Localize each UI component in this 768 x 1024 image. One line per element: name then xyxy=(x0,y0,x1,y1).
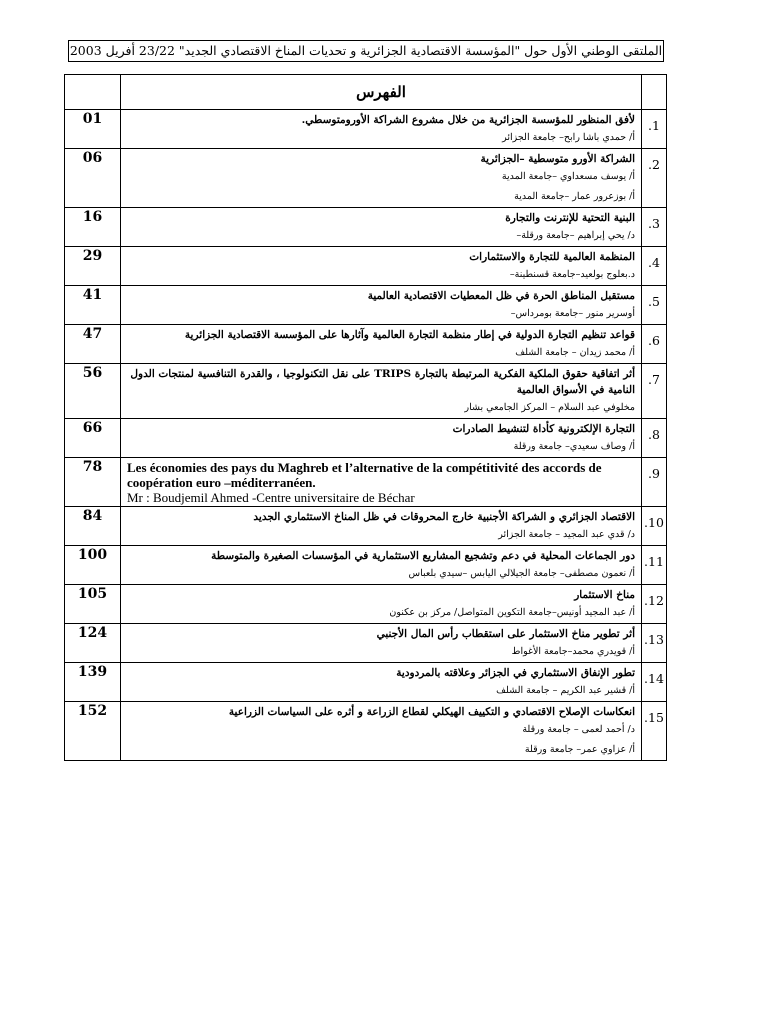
entry-number: 15. xyxy=(642,702,667,761)
toc-title: الفهرس xyxy=(121,75,642,110)
table-row xyxy=(65,458,667,507)
table-row xyxy=(65,286,667,325)
entry-title: تطور الإنفاق الاستثماري في الجزائر وعلاقته بالمردودية xyxy=(396,667,635,679)
entry-content xyxy=(121,364,642,419)
entry-content xyxy=(121,419,642,458)
page-number: 66 xyxy=(65,419,121,458)
entry-title: أثر تطوير مناخ الاستثمار على استقطاب رأس المال الأجنبي xyxy=(376,628,635,640)
page-number: 06 xyxy=(65,149,121,208)
page-number: 41 xyxy=(65,286,121,325)
document-header: الملتقى الوطني الأول حول "المؤسسة الاقتصادية الجزائرية و تحديات المناخ الاقتصادي الجديد" 23/22 أفريل 2003 xyxy=(68,40,664,62)
table-row xyxy=(65,325,667,364)
page-number: 47 xyxy=(65,325,121,364)
page-number: 124 xyxy=(65,624,121,663)
entry-title: الاقتصاد الجزائري و الشراكة الأجنبية خارج المحروقات في ظل المناخ الاستثماري الجديد xyxy=(253,511,635,523)
entry-content xyxy=(121,702,642,761)
entry-content xyxy=(121,286,642,325)
entry-author: أ/ قويدري محمد–جامعة الأغواط xyxy=(511,646,635,657)
empty-page-cell xyxy=(65,75,121,110)
page-number: 105 xyxy=(65,585,121,624)
entry-number: 3. xyxy=(642,208,667,247)
table-row xyxy=(65,507,667,546)
entry-title: انعكاسات الإصلاح الاقتصادي و التكييف الهيكلي لقطاع الزراعة و أثره على السياسات الزراعية xyxy=(228,706,635,718)
table-row xyxy=(65,110,667,149)
entry-author: مخلوفي عبد السلام – المركز الجامعي بشار xyxy=(464,402,635,413)
entry-title: الشراكة الأورو متوسطية –الجزائرية xyxy=(480,153,635,165)
page-number: 84 xyxy=(65,507,121,546)
entry-content xyxy=(121,546,642,585)
entry-author: د.بعلوج بولعيد–جامعة قسنطينة– xyxy=(509,269,635,280)
entry-author: أ/ قشير عبد الكريم – جامعة الشلف xyxy=(496,685,635,696)
page-number: 16 xyxy=(65,208,121,247)
entry-content xyxy=(121,624,642,663)
entry-title: دور الجماعات المحلية في دعم وتشجيع المشاريع الاستثمارية في المؤسسات الصغيرة والمتوسطة xyxy=(211,550,635,562)
entry-content xyxy=(121,149,642,208)
page-number: 56 xyxy=(65,364,121,419)
entry-title: التجارة الإلكترونية كأداة لتنشيط الصادرات xyxy=(452,423,635,435)
entry-content xyxy=(121,247,642,286)
page-number: 100 xyxy=(65,546,121,585)
entry-author: Mr : Boudjemil Ahmed -Centre universitaire de Béchar xyxy=(127,490,415,505)
entry-author: أ/ عزاوي عمر– جامعة ورقلة xyxy=(524,744,635,755)
entry-title: قواعد تنظيم التجارة الدولية في إطار منظمة التجارة العالمية وآثارها على المؤسسة الاقتصادية الجزائرية xyxy=(184,329,635,341)
table-row xyxy=(65,149,667,208)
entry-content xyxy=(121,325,642,364)
entry-author: أوسرير منور –جامعة بومرداس– xyxy=(510,308,635,319)
table-row xyxy=(65,419,667,458)
entry-number: 5. xyxy=(642,286,667,325)
entry-number: 14. xyxy=(642,663,667,702)
entry-content xyxy=(121,585,642,624)
entry-title: مستقبل المناطق الحرة في ظل المعطيات الاقتصادية العالمية xyxy=(367,290,635,302)
page-number: 139 xyxy=(65,663,121,702)
entry-number: 6. xyxy=(642,325,667,364)
table-row xyxy=(65,208,667,247)
entry-content xyxy=(121,663,642,702)
table-row xyxy=(65,663,667,702)
entry-author: أ/ عبد المجيد أونيس–جامعة التكوين المتواصل/ مركز بن عكنون xyxy=(389,607,635,618)
entry-title: مناخ الاستثمار xyxy=(574,589,635,601)
table-row xyxy=(65,364,667,419)
entry-number: 10. xyxy=(642,507,667,546)
entry-author: أ/ بوزعرور عمار –جامعة المدية xyxy=(514,191,635,202)
entry-content xyxy=(121,507,642,546)
table-row xyxy=(65,702,667,761)
toc-title-row xyxy=(65,75,667,110)
table-row xyxy=(65,624,667,663)
entry-content xyxy=(121,110,642,149)
table-row xyxy=(65,585,667,624)
entry-author: أ/ يوسف مسعداوي –جامعة المدية xyxy=(501,171,635,182)
entry-author: أ/ نعمون مصطفى– جامعة الجيلالي اليابس –سيدي بلعباس xyxy=(408,568,635,579)
entry-author: أ/ حمدي باشا رابح– جامعة الجزائر xyxy=(502,132,635,143)
entry-content xyxy=(121,208,642,247)
entry-author: د/ يحي إبراهيم –جامعة ورقلة– xyxy=(516,230,635,241)
table-row xyxy=(65,546,667,585)
page-number: 152 xyxy=(65,702,121,761)
entry-author: أ/ وصاف سعيدي– جامعة ورقلة xyxy=(513,441,635,452)
entry-number: 2. xyxy=(642,149,667,208)
entry-title: Les économies des pays du Maghreb et l’alternative de la compétitivité des accords de coopération euro –méditerranéen. xyxy=(127,460,602,490)
entry-number: 4. xyxy=(642,247,667,286)
entry-number: 1. xyxy=(642,110,667,149)
entry-title: المنظمة العالمية للتجارة والاستثمارات xyxy=(469,251,635,263)
page-number: 01 xyxy=(65,110,121,149)
entry-content xyxy=(121,458,642,507)
entry-title: أثر اتفاقية حقوق الملكية الفكرية المرتبطة بالتجارة TRIPS على نقل التكنولوجيا ، والقدرة التنافسية لمنتجات الدول النامية في الأسواق العالمية xyxy=(130,368,635,396)
table-of-contents xyxy=(64,74,667,761)
entry-number: 7. xyxy=(642,364,667,419)
entry-author: د/ قدي عبد المجيد – جامعة الجزائر xyxy=(498,529,635,540)
empty-num-cell xyxy=(642,75,667,110)
page-number: 29 xyxy=(65,247,121,286)
table-row xyxy=(65,247,667,286)
entry-number: 11. xyxy=(642,546,667,585)
entry-title: البنية التحتية للإنترنت والتجارة xyxy=(505,212,635,224)
entry-number: 9. xyxy=(642,458,667,507)
entry-number: 12. xyxy=(642,585,667,624)
entry-title: لأفق المنظور للمؤسسة الجزائرية من خلال مشروع الشراكة الأورومتوسطي. xyxy=(301,114,635,126)
entry-number: 8. xyxy=(642,419,667,458)
entry-number: 13. xyxy=(642,624,667,663)
page-number: 78 xyxy=(65,458,121,507)
entry-author: د/ أحمد لعمى – جامعة ورقلة xyxy=(522,724,635,735)
entry-author: أ/ محمد زيدان – جامعة الشلف xyxy=(515,347,635,358)
